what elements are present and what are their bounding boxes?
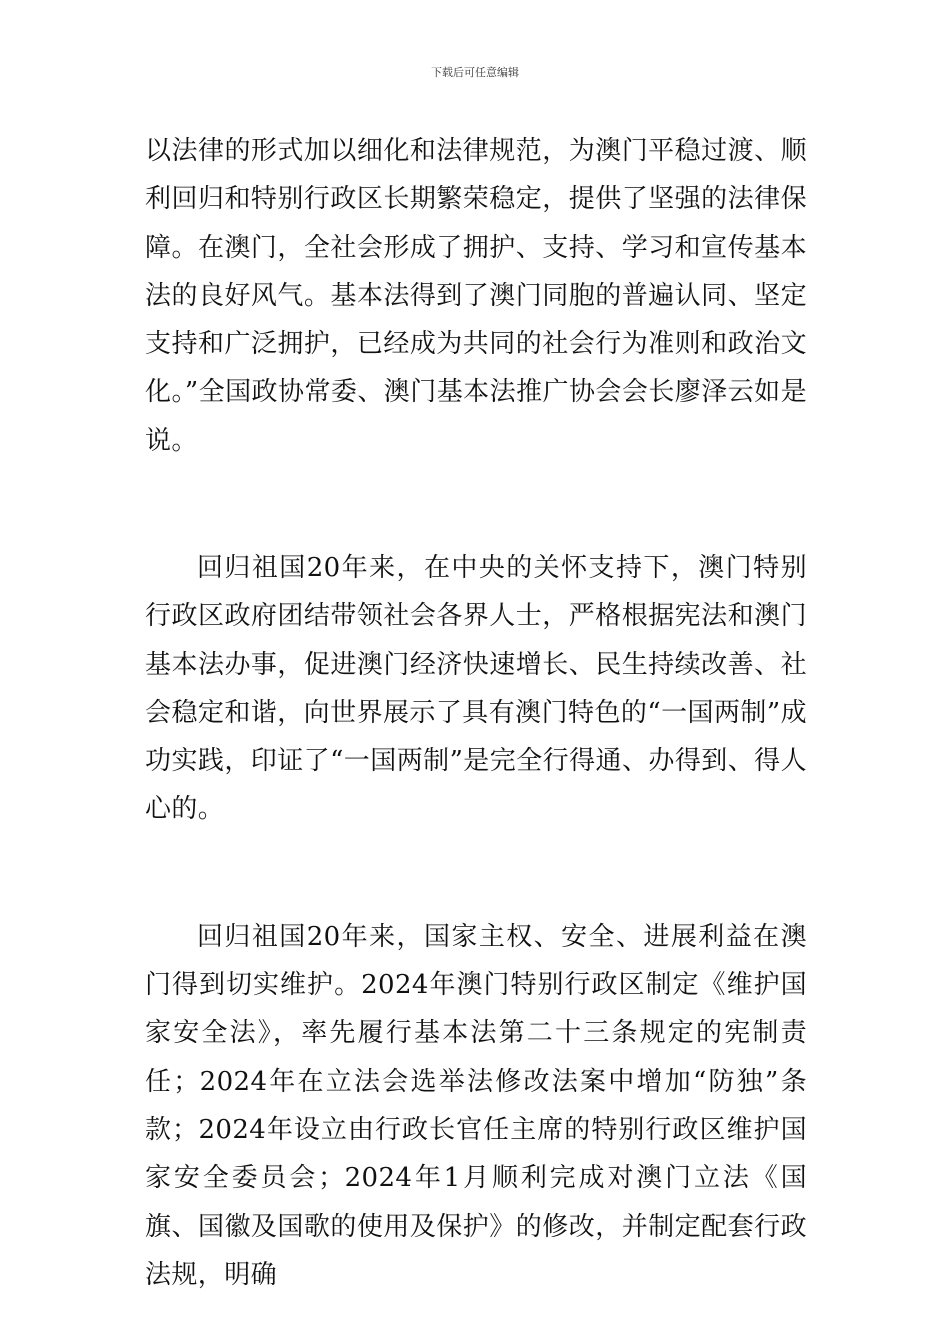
page-header: 下载后可任意编辑 (431, 66, 519, 79)
paragraph-1: 以法律的形式加以细化和法律规范，为澳门平稳过渡、顺利回归和特别行政区长期繁荣稳定，提供了坚强的法律保障。在澳门，全社会形成了拥护、支持、学习和宣传基本法的良好风气。基本法得到了澳门同胞的普遍认同、坚定支持和广泛拥护，已经成为共同的社会行为准则和政治文化。”全国政协常委、澳门基本法推广协会会长廖泽云如是说。 (145, 136, 807, 456)
document-body (145, 127, 807, 1299)
paragraph-2: 回归祖国20年来，在中央的关怀支持下，澳门特别行政区政府团结带领社会各界人士，严格根据宪法和澳门基本法办事，促进澳门经济快速增长、民生持续改善、社会稳定和谐，向世界展示了具有澳门特色的“一国两制”成功实践，印证了“一国两制”是完全行得通、办得到、得人心的。 (145, 553, 807, 825)
paragraph-3: 回归祖国20年来，国家主权、安全、进展利益在澳门得到切实维护。2024年澳门特别行政区制定《维护国家安全法》，率先履行基本法第二十三条规定的宪制责任；2024年在立法会选举法修改法案中增加“防独”条款；2024年设立由行政长官任主席的特别行政区维护国家安全委员会；2024年1月顺利完成对澳门立法《国旗、国徽及国歌的使用及保护》的修改，并制定配套行政法规，明确 (145, 921, 807, 1290)
